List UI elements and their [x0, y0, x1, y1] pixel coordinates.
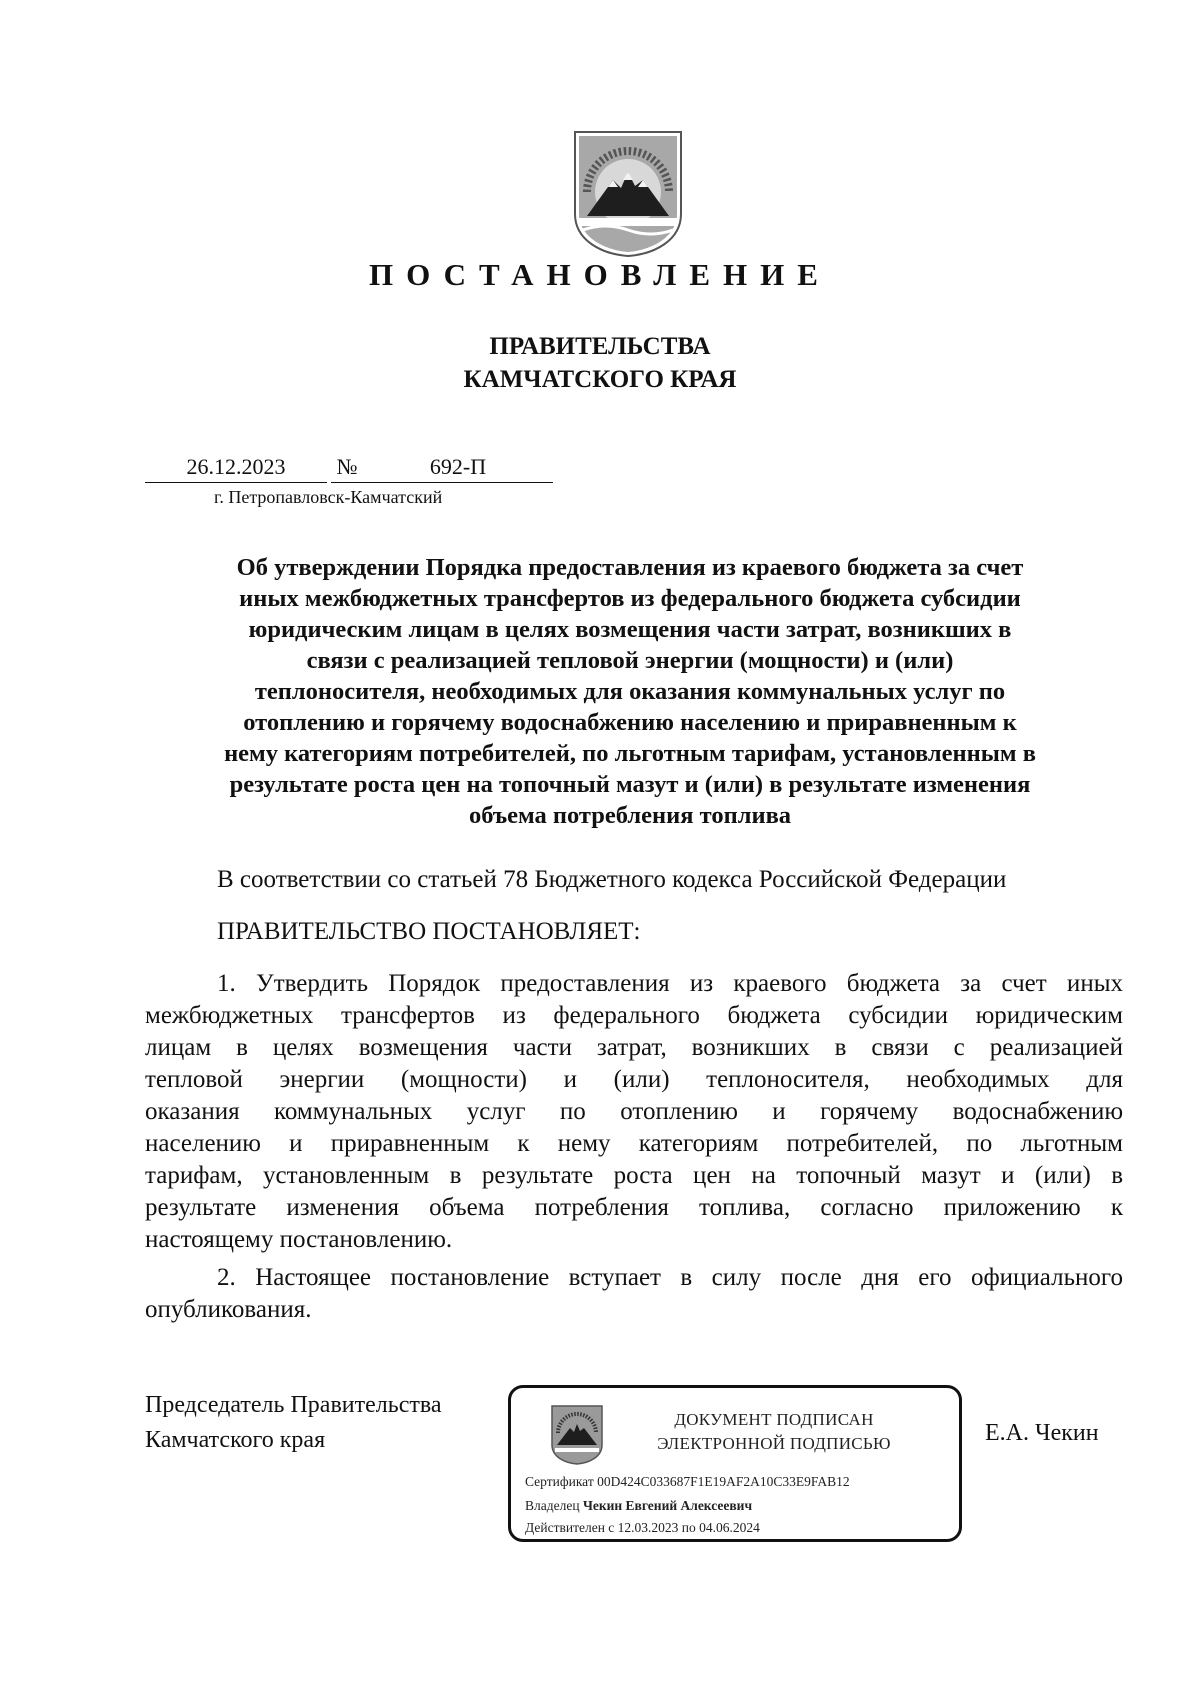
valid-to: 04.06.2024	[699, 1520, 760, 1535]
item-2	[145, 1262, 1123, 1326]
certificate-value: 00D424C033687F1E19AF2A10C33E9FAB12	[597, 1474, 850, 1489]
item-2-line: опубликования.	[145, 1296, 312, 1323]
title-line: юридическим лицам в целях возмещения части затрат, возникших в	[248, 616, 1012, 643]
stamp-header-line-1: ДОКУМЕНТ ПОДПИСАН	[674, 1410, 874, 1429]
item-1	[145, 968, 1123, 1256]
stamp-owner	[525, 1498, 752, 1514]
item-1-line: межбюджетных трансфертов из федерального бюджета субсидии юридическим	[145, 1002, 1123, 1029]
coat-of-arms-icon	[573, 130, 683, 258]
document-type: ПОСТАНОВЛЕНИЕ	[369, 257, 831, 292]
item-1-line: лицам в целях возмещения части затрат, возникших в связи с реализацией	[145, 1034, 1123, 1061]
item-1-line: результате изменения объема потребления топлива, согласно приложению к	[145, 1194, 1123, 1221]
document-number: 692-П	[363, 454, 553, 483]
owner-value: Чекин Евгений Алексеевич	[582, 1498, 753, 1513]
stamp-certificate	[525, 1474, 850, 1490]
title-line: иных межбюджетных трансфертов из федерального бюджета субсидии	[239, 585, 1021, 612]
e-signature-stamp	[508, 1385, 962, 1542]
item-1-line: населению и приравненным к нему категориям потребителей, по льготным	[145, 1130, 1123, 1157]
document-title	[145, 552, 1115, 831]
issuer-line-2: КАМЧАТСКОГО КРАЯ	[463, 366, 737, 393]
valid-label: Действителен с	[525, 1520, 615, 1535]
legal-basis: В соответствии со статьей 78 Бюджетного кодекса Российской Федерации	[217, 866, 1007, 893]
decree-statement: ПРАВИТЕЛЬСТВО ПОСТАНОВЛЯЕТ:	[217, 918, 641, 945]
valid-to-label: по	[681, 1520, 696, 1535]
issuer-line-1: ПРАВИТЕЛЬСТВА	[489, 333, 711, 360]
item-1-line: настоящему постановлению.	[145, 1226, 453, 1253]
document-date: 26.12.2023	[145, 454, 327, 483]
item-1-line: оказания коммунальных услуг по отоплению и горячему водоснабжению	[145, 1098, 1123, 1125]
signer-position-line: Председатель Правительства	[145, 1392, 442, 1418]
city-name: г. Петропавловск-Камчатский	[214, 487, 443, 507]
signer-position-line: Камчатского края	[145, 1427, 326, 1453]
title-line: теплоносителя, необходимых для оказания коммунальных услуг по	[254, 678, 1006, 705]
owner-label: Владелец	[525, 1498, 580, 1513]
stamp-header-line-2: ЭЛЕКТРОННОЙ ПОДПИСЬЮ	[657, 1434, 891, 1453]
stamp-validity	[525, 1520, 760, 1536]
number-sign: №	[331, 454, 363, 483]
title-line: отоплению и горячему водоснабжению населению и приравненным к	[243, 709, 1017, 736]
signer-name: Е.А. Чекин	[985, 1420, 1099, 1446]
title-line: объема потребления топлива	[468, 802, 792, 829]
title-line: Об утверждении Порядка предоставления из краевого бюджета за счет	[236, 554, 1024, 581]
valid-from: 12.03.2023	[617, 1520, 679, 1535]
title-line: результате роста цен на топочный мазут и (или) в результате изменения	[229, 771, 1031, 798]
item-1-line: 1. Утвердить Порядок предоставления из краевого бюджета за счет иных	[217, 970, 1123, 997]
signer-position	[145, 1388, 442, 1458]
item-1-line: тепловой энергии (мощности) и (или) теплоносителя, необходимых для	[145, 1066, 1123, 1093]
certificate-label: Сертификат	[525, 1474, 594, 1489]
item-2-line: 2. Настоящее постановление вступает в силу после дня его официального	[217, 1264, 1123, 1291]
title-line: связи с реализацией тепловой энергии (мощности) и (или)	[306, 647, 954, 674]
title-line: нему категориям потребителей, по льготным тарифам, установленным в	[224, 740, 1036, 767]
item-1-line: тарифам, установленным в результате роста цен на топочный мазут и (или) в	[145, 1162, 1123, 1189]
stamp-coat-of-arms-icon	[549, 1403, 605, 1465]
